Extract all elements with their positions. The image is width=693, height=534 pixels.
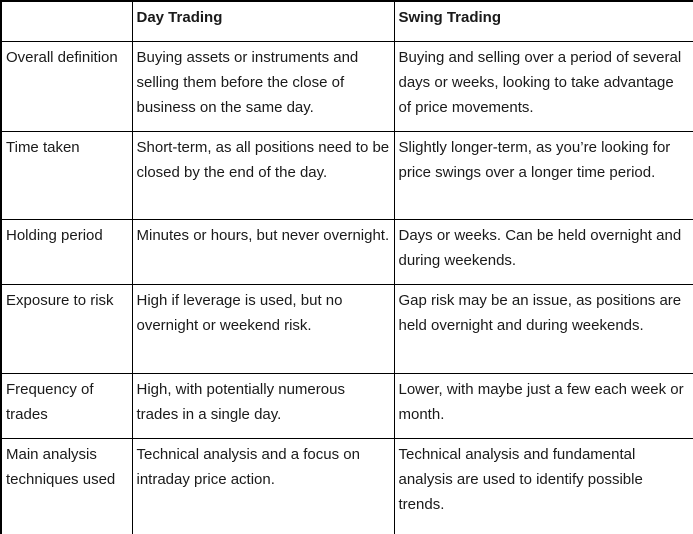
day-trading-cell: Minutes or hours, but never overnight. <box>132 219 394 284</box>
table-row <box>1 438 693 534</box>
swing-trading-cell: Gap risk may be an issue, as positions are held overnight and during weekends. <box>394 284 693 373</box>
row-label: Frequency of trades <box>1 373 132 438</box>
row-label: Main analysis techniques used <box>1 438 132 534</box>
swing-trading-cell: Slightly longer-term, as you’re looking for price swings over a longer time period. <box>394 131 693 219</box>
row-label: Exposure to risk <box>1 284 132 373</box>
row-label: Time taken <box>1 131 132 219</box>
row-label: Overall definition <box>1 41 132 131</box>
table-row <box>1 41 693 131</box>
corner-cell <box>1 1 132 41</box>
header-row <box>1 1 693 41</box>
table-row <box>1 131 693 219</box>
row-label: Holding period <box>1 219 132 284</box>
day-trading-cell: High, with potentially numerous trades in a single day. <box>132 373 394 438</box>
day-trading-cell: Technical analysis and a focus on intraday price action. <box>132 438 394 534</box>
table-row <box>1 284 693 373</box>
table-row <box>1 373 693 438</box>
swing-trading-cell: Buying and selling over a period of several days or weeks, looking to take advantage of price movements. <box>394 41 693 131</box>
swing-trading-column-header: Swing Trading <box>394 1 693 41</box>
swing-trading-cell: Lower, with maybe just a few each week or month. <box>394 373 693 438</box>
day-trading-cell: High if leverage is used, but no overnight or weekend risk. <box>132 284 394 373</box>
day-trading-column-header: Day Trading <box>132 1 394 41</box>
day-trading-cell: Short-term, as all positions need to be closed by the end of the day. <box>132 131 394 219</box>
swing-trading-cell: Technical analysis and fundamental analysis are used to identify possible trends. <box>394 438 693 534</box>
day-trading-cell: Buying assets or instruments and selling them before the close of business on the same day. <box>132 41 394 131</box>
table-row <box>1 219 693 284</box>
swing-trading-cell: Days or weeks. Can be held overnight and during weekends. <box>394 219 693 284</box>
